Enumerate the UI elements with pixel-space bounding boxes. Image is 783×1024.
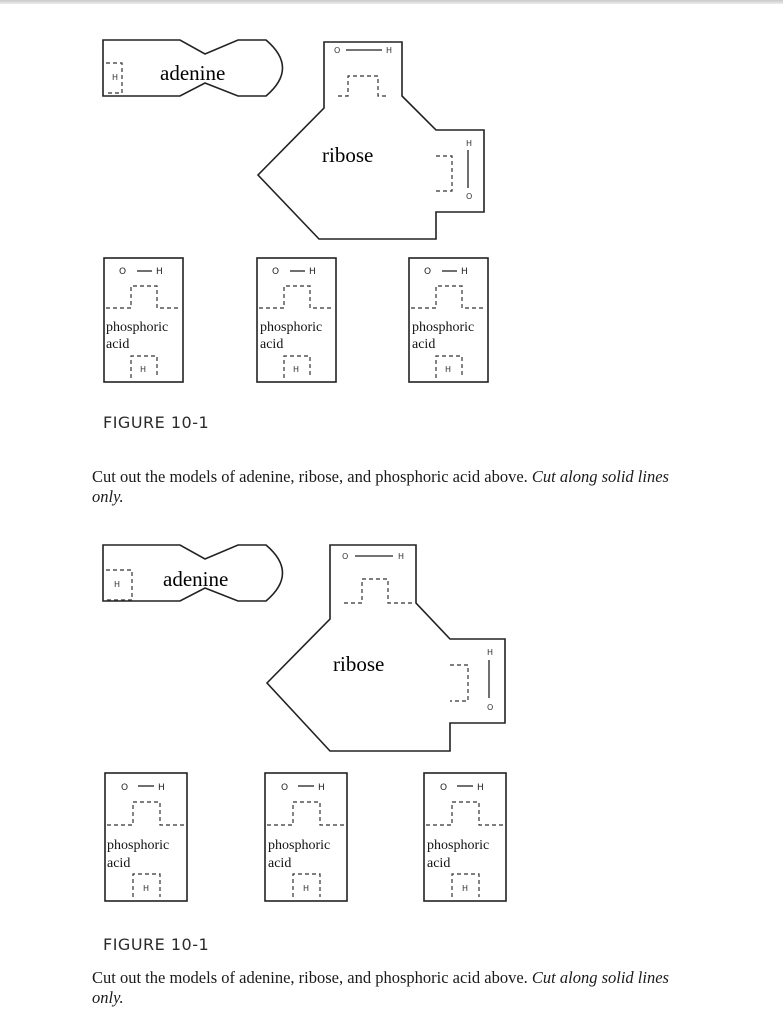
phos2-name-line2: acid — [260, 337, 284, 352]
phos1-name-line2: acid — [107, 856, 131, 871]
phos1-o-label: O — [119, 267, 127, 277]
phos2-o-label: O — [281, 783, 289, 793]
ribose-top-o-label: O — [342, 552, 349, 561]
phos3-name-line2: acid — [412, 337, 436, 352]
phos2-name-line1: phosphoric — [268, 838, 331, 853]
phos3-name-line2: acid — [427, 856, 451, 871]
ribose-piece-outline — [267, 545, 505, 751]
phosphoric-piece-outline-2 — [265, 773, 347, 901]
ribose-top-o-label: O — [334, 46, 341, 55]
caption-1-italic: Cut along solid lines only. — [92, 467, 669, 506]
figure-label-1: FIGURE 10-1 — [103, 413, 210, 432]
caption-2 — [92, 968, 692, 1008]
phos1-name-line1: phosphoric — [106, 320, 169, 335]
model-cutouts-2 — [0, 505, 783, 925]
phos1-h-label: H — [158, 783, 165, 793]
figure-label-2: FIGURE 10-1 — [103, 935, 210, 954]
phos3-h-label: H — [477, 783, 484, 793]
phos3-bottom-h-label: H — [462, 884, 469, 893]
phos2-bottom-h-label: H — [303, 884, 310, 893]
phos3-name-line1: phosphoric — [412, 320, 475, 335]
phos2-h-label: H — [318, 783, 325, 793]
caption-1 — [92, 467, 692, 507]
ribose-right-h-label: H — [487, 648, 494, 657]
phos1-h-label: H — [156, 267, 163, 277]
phos3-bottom-h-label: H — [445, 365, 452, 374]
ribose-top-h-label: H — [386, 46, 393, 55]
model-cutouts-1 — [0, 0, 783, 420]
phos1-o-label: O — [121, 783, 129, 793]
phos2-o-label: O — [272, 267, 280, 277]
adenine-label: adenine — [160, 61, 226, 85]
ribose-label: ribose — [333, 652, 385, 676]
phos2-h-label: H — [309, 267, 316, 277]
phos1-bottom-h-label: H — [143, 884, 150, 893]
phos1-bottom-h-label: H — [140, 365, 147, 374]
adenine-label: adenine — [163, 567, 229, 591]
caption-1-main: Cut out the models of adenine, ribose, and phosphoric acid above. — [92, 467, 532, 486]
ribose-label: ribose — [322, 143, 374, 167]
ribose-right-o-label: O — [466, 192, 473, 201]
ribose-right-h-label: H — [466, 139, 473, 148]
phosphoric-piece-outline-3 — [424, 773, 506, 901]
phos2-bottom-h-label: H — [293, 365, 300, 374]
figure-block-2 — [0, 505, 783, 1005]
phos3-h-label: H — [461, 267, 468, 277]
phos2-name-line2: acid — [268, 856, 292, 871]
ribose-top-h-label: H — [398, 552, 405, 561]
ribose-right-o-label: O — [487, 703, 494, 712]
caption-2-main: Cut out the models of adenine, ribose, and phosphoric acid above. — [92, 968, 532, 987]
phos2-name-line1: phosphoric — [260, 320, 323, 335]
phos3-name-line1: phosphoric — [427, 838, 490, 853]
phos3-o-label: O — [440, 783, 448, 793]
adenine-h-label: H — [112, 73, 119, 82]
phosphoric-piece-outline-1 — [105, 773, 187, 901]
phos1-name-line2: acid — [106, 337, 130, 352]
adenine-h-label: H — [114, 580, 121, 589]
phos3-o-label: O — [424, 267, 432, 277]
caption-2-italic: Cut along solid lines only. — [92, 968, 669, 1007]
ribose-piece-outline — [258, 42, 484, 239]
phos1-name-line1: phosphoric — [107, 838, 170, 853]
